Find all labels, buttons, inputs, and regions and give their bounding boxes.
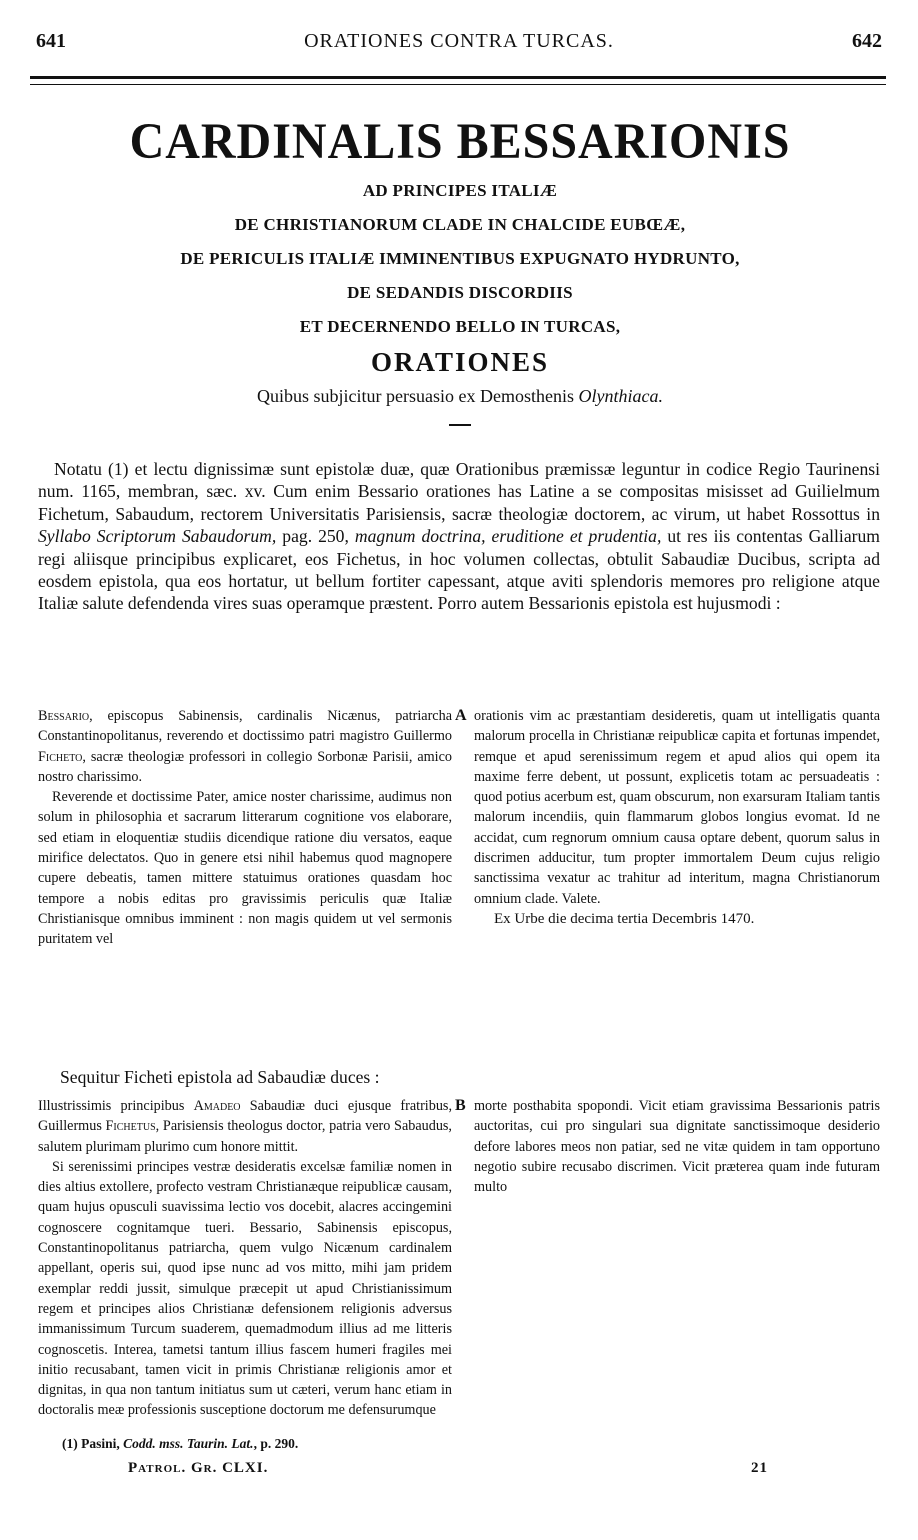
- footnote-italic: Codd. mss. Taurin. Lat.: [123, 1436, 254, 1451]
- letter1-body-left: Reverende et doctissime Pater, amice noster charissime, audimus non solum in philosophia et sacrarum litterarum cognitione vos elaborare, sed etiam in eloquentiæ studiis dicendique ratione diu versatos, eaque mirifice delectatos. Quo in genere etsi nihil habemus quod magnopere cupere debeatis, tamen mittere statuimus orationes quasdam hoc tempore a nobis editas pro gravissimis periculis quæ Italiæ Christianisque omnibus imminent : non magis quidem ut vel sermonis puritatem vel: [38, 789, 452, 948]
- address2-text-3: , Parisiensis theologus doctor, patria vero Sabaudus, salutem plurimam plurimo cum honore mittit.: [38, 1118, 452, 1155]
- sender-name: Bessario: [38, 708, 90, 724]
- intro-text-2: pag. 250,: [276, 526, 355, 547]
- address-text-1: , episcopus Sabinensis, cardinalis Nicænus, patriarcha Constantinopolitanus, reverendo et doctissimo patri magistro Guillermo: [38, 708, 452, 745]
- footer-sheet-number: 21: [751, 1460, 768, 1476]
- letter1-body-right: orationis vim ac præstantiam desideretis, quam ut intelligatis quanta malorum procella in Christianæ reipublicæ capita et fortunas impendet, remque et apud serenissimum regem et apud alios qui opem ita maxime ferre debent, ut possunt, explicetis totam ac persuadeatis : quod potius acerbum est, quam obscurum, non exarsuram Italiam tantis malorum incendiis, quin flammarum globos longius evomat. Id ne accidat, cum regnorum omnium causa optare debent, quorum salus in discrimen adducitur, tum propter immortalem Deum cujus religio sanctissima vexatur ac trahitur ad interitum, magna Christianorum omnium clade. Valete.: [474, 708, 880, 907]
- page-number-right: 642: [852, 30, 882, 52]
- title-line-4: DE SEDANDIS DISCORDIIS: [347, 283, 573, 302]
- intro-text-1: Notatu (1) et lectu dignissimæ sunt epistolæ duæ, quæ Orationibus præmissæ leguntur in codice Regio Taurinensi num. 1165, membran, sæc. xv. Cum enim Bessario orationes has Latine a se compositas misisset ad Guilielmum Fichetum, Sabaudum, rectorem Universitatis Parisiensis, sacræ theologiæ doctorem, ac virum, ut habet Rossottus in: [38, 459, 880, 524]
- column-marker-b: B: [455, 1097, 466, 1114]
- page-number-left: 641: [36, 30, 66, 52]
- letter1-address: [38, 706, 452, 787]
- orationes-heading: ORATIONES: [370, 347, 550, 377]
- column-marker-a: A: [455, 707, 467, 724]
- letter2-left-column: [38, 1096, 452, 1421]
- recipient-name: Ficheto: [38, 748, 83, 765]
- intro-italic-2: magnum doctrina, eruditione et prudentia,: [354, 526, 662, 547]
- subtitle-text: Quibus subjicitur persuasio ex Demosthenis: [257, 386, 579, 406]
- title-line-5: ET DECERNENDO BELLO IN TURCAS,: [299, 317, 621, 336]
- title-line-1: AD PRINCIPES ITALIÆ: [362, 181, 558, 200]
- subtitle-italic: Olynthiaca.: [578, 386, 663, 406]
- header-rule-thick: [30, 76, 886, 79]
- intro-italic-1: Syllabo Scriptorum Sabaudorum,: [38, 526, 277, 547]
- fichetus-name: Fichetus: [105, 1118, 156, 1135]
- running-header: [36, 30, 882, 60]
- intro-paragraph: [38, 458, 880, 615]
- title-line-2: DE CHRISTIANORUM CLADE IN CHALCIDE EUBŒÆ,: [234, 215, 686, 234]
- footnote-text-2: , p. 290.: [253, 1436, 299, 1451]
- footnote: [62, 1436, 298, 1452]
- header-rule-thin: [30, 84, 886, 85]
- footnote-text-1: (1) Pasini,: [62, 1436, 124, 1451]
- title-block: [40, 110, 880, 426]
- address-text-2: , sacræ theologiæ professori in collegio Sorbonæ Parisii, amico nostro charissimo.: [38, 748, 452, 785]
- subtitle: [40, 382, 880, 410]
- intro-text-3: ut res iis contentas Galliarum regi aliisque principibus explicaret, eos Fichetus, in hoc volumen collectas, obtulit Sabaudiæ Ducibus, scripta ad eosdem epistola, qua eos hortatur, ut bellum fortiter capessant, atque aviti splendoris memores pro religione atque Italiæ salute defendenda vires suas operamque præstent. Porro autem Bessarionis epistola est hujusmodi :: [38, 526, 880, 614]
- running-title: ORATIONES CONTRA TURCAS.: [304, 30, 614, 52]
- address2-text-1: Illustrissimis principibus: [38, 1098, 194, 1114]
- page-footer: [128, 1460, 768, 1477]
- letter2-address: [38, 1096, 452, 1157]
- address2-text-2: Sabaudiæ duci ejusque fratribus, Guillermus: [38, 1098, 452, 1135]
- footer-signature: Patrol. Gr. CLXI.: [128, 1460, 269, 1476]
- letter2-right-column: [474, 1096, 880, 1197]
- title-line-3: DE PERICULIS ITALIÆ IMMINENTIBUS EXPUGNATO HYDRUNTO,: [180, 249, 740, 268]
- letter1-right-column: [474, 706, 880, 929]
- main-title: CARDINALIS BESSARIONIS: [129, 113, 791, 170]
- letter1-date: Ex Urbe die decima tertia Decembris 1470.: [494, 910, 755, 927]
- letter1-left-column: [38, 706, 452, 950]
- amadeo-name: Amadeo: [193, 1098, 241, 1114]
- sequitur-line: Sequitur Ficheti epistola ad Sabaudiæ duces :: [60, 1067, 380, 1087]
- letter2-body: Si serenissimi principes vestræ desideratis excelsæ familiæ nomen in dies altius extollere, profecto vestram Christianæque reipublicæ causam, quam hujus opusculi suavissima lectio vos docebit, alacres accingemini cognoscere cognitamque tueri. Bessario, Sabinensis episcopus, Constantinopolitanus patriarcha, quem vulgo Nicænum cardinalem appellant, operis sui, quod ipse nunc ad vos mitto, mihi jam pridem exemplar reddi jussit, simulque præcepit ut apud Christianissimum regem et principes alios Christianæ defensionem religionis adversus immanissimum Turcum suaderem, quemadmodum illius ad me litteris cognoscetis. Interea, tametsi tantum illius fascem humeri fragiles mei initio recusabant, tamen vicit in primis Christianæ religionis amor et dignitas, in qua non tantum initiatus sum ut cæteri, verum hanc etiam in doctoralis meæ professionis susceptione doctorum me defensurumque: [38, 1158, 452, 1419]
- letter2-body-continued: morte posthabita spopondi. Vicit etiam gravissima Bessarionis patris auctoritas, cui pro singulari sua dignitate sanctissimoque desiderio defore labores meos non patiar, sed ne vitæ quidem in tam opportuno negotio subire recusabo discrimen. Vicit præterea quam inde futuram multo: [474, 1098, 880, 1196]
- title-dash: [449, 424, 471, 426]
